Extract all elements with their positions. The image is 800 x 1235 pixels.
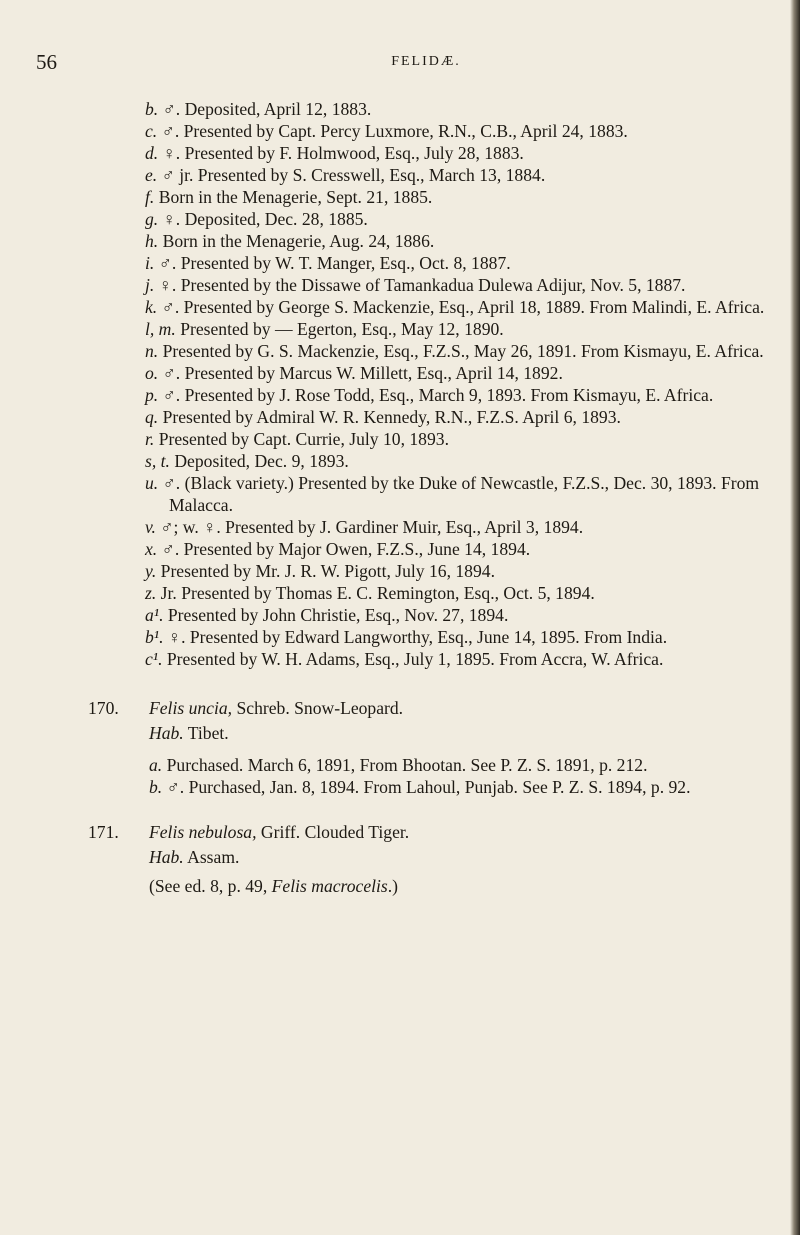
entry-text: Purchased. March 6, 1891, From Bhootan. See P. Z. S. 1891, p. 212. xyxy=(166,755,648,775)
list-item xyxy=(145,582,797,604)
entry-text: ♂. Deposited, April 12, 1883. xyxy=(162,99,372,119)
entry-letter: s, t. xyxy=(145,451,170,471)
entry-text: ♂. Purchased, Jan. 8, 1894. From Lahoul, Punjab. See P. Z. S. 1894, p. 92. xyxy=(166,777,691,797)
species-habitat xyxy=(149,845,768,870)
list-item xyxy=(145,208,797,230)
entry-text: Deposited, Dec. 9, 1893. xyxy=(174,451,349,471)
entry-text: ♀. Deposited, Dec. 28, 1885. xyxy=(162,209,368,229)
list-item xyxy=(145,516,797,538)
note-italic: Felis macrocelis xyxy=(271,876,388,896)
entry-text: ♀. Presented by the Dissawe of Tamankadua Dulewa Adijur, Nov. 5, 1887. xyxy=(158,275,686,295)
entry-letter: j. xyxy=(145,275,155,295)
list-item xyxy=(145,472,797,516)
entry-text: ♂. Presented by George S. Mackenzie, Esq., April 18, 1889. From Malindi, E. Africa. xyxy=(161,297,765,317)
habitat-label: Hab. xyxy=(149,723,184,743)
entry-letter: f. xyxy=(145,187,155,207)
entry-text: Presented by Mr. J. R. W. Pigott, July 16, 1894. xyxy=(160,561,495,581)
entry-text: Jr. Presented by Thomas E. C. Remington, Esq., Oct. 5, 1894. xyxy=(160,583,595,603)
species-authority: Griff. Clouded Tiger. xyxy=(256,822,410,842)
entry-text: Presented by Admiral W. R. Kennedy, R.N., F.Z.S. April 6, 1893. xyxy=(162,407,621,427)
list-item xyxy=(145,384,797,406)
species-entry-171 xyxy=(88,820,768,899)
entry-letter: i. xyxy=(145,253,155,273)
species-authority: Schreb. Snow-Leopard. xyxy=(232,698,404,718)
entry-letter: n. xyxy=(145,341,159,361)
list-item xyxy=(145,340,797,362)
entry-text: Presented by G. S. Mackenzie, Esq., F.Z.S., May 26, 1891. From Kismayu, E. Africa. xyxy=(162,341,764,361)
entry-text: Presented by W. H. Adams, Esq., July 1, 1895. From Accra, W. Africa. xyxy=(166,649,664,669)
entry-letter: g. xyxy=(145,209,159,229)
entry-text: ♂ jr. Presented by S. Cresswell, Esq., March 13, 1884. xyxy=(161,165,546,185)
list-item xyxy=(145,428,797,450)
list-item xyxy=(145,164,797,186)
running-head: FELIDÆ. xyxy=(391,54,461,69)
entry-letter: c¹. xyxy=(145,649,163,669)
entry-letter: a¹. xyxy=(145,605,164,625)
entry-letter: b¹. xyxy=(145,627,164,647)
habitat-text: Tibet. xyxy=(183,723,229,743)
list-item xyxy=(145,142,797,164)
entry-letter: b. xyxy=(145,99,159,119)
note-suffix: .) xyxy=(387,876,399,896)
species-number: 171. xyxy=(88,822,119,842)
entry-letter: z. xyxy=(145,583,157,603)
species-number: 170. xyxy=(88,698,119,718)
entry-letter: c. xyxy=(145,121,158,141)
habitat-text: Assam. xyxy=(183,847,240,867)
list-item xyxy=(145,252,797,274)
entry-text: ♀. Presented by F. Holmwood, Esq., July 28, 1883. xyxy=(162,143,524,163)
species-name: Felis nebulosa, xyxy=(149,822,257,842)
entry-letter: d. xyxy=(145,143,159,163)
list-item xyxy=(145,538,797,560)
entry-text: Born in the Menagerie, Sept. 21, 1885. xyxy=(158,187,433,207)
entry-text: ♂. Presented by Capt. Percy Luxmore, R.N., C.B., April 24, 1883. xyxy=(161,121,628,141)
species-note xyxy=(149,874,768,899)
list-item xyxy=(145,296,797,318)
list-item xyxy=(145,560,797,582)
list-item xyxy=(145,648,797,670)
entry-letter: q. xyxy=(145,407,159,427)
entry-letter: k. xyxy=(145,297,158,317)
list-item xyxy=(145,362,797,384)
entry-text: ♀. Presented by Edward Langworthy, Esq., June 14, 1895. From India. xyxy=(167,627,668,647)
list-item xyxy=(149,776,753,798)
list-item xyxy=(145,406,797,428)
entry-text: ♂. (Black variety.) Presented by tke Duke of Newcastle, F.Z.S., Dec. 30, 1893. From Malacca. xyxy=(162,473,760,515)
entry-text: Born in the Menagerie, Aug. 24, 1886. xyxy=(162,231,435,251)
entry-text: ♂. Presented by J. Rose Todd, Esq., March 9, 1893. From Kismayu, E. Africa. xyxy=(162,385,714,405)
entry-text: Presented by — Egerton, Esq., May 12, 1890. xyxy=(180,319,504,339)
entry-letter: a. xyxy=(149,755,163,775)
entry-letter: v. xyxy=(145,517,156,537)
list-item xyxy=(145,626,797,648)
page-header xyxy=(36,50,776,80)
list-item xyxy=(145,186,797,208)
entry-text: Presented by John Christie, Esq., Nov. 27, 1894. xyxy=(167,605,509,625)
list-item xyxy=(145,98,797,120)
entry-letter: y. xyxy=(145,561,157,581)
entry-letter: r. xyxy=(145,429,155,449)
entry-letter: e. xyxy=(145,165,158,185)
entries-list xyxy=(0,98,800,899)
species-habitat xyxy=(149,721,768,746)
list-item xyxy=(145,604,797,626)
page-edge-shadow xyxy=(790,0,800,1235)
entry-letter: o. xyxy=(145,363,159,383)
list-item xyxy=(145,274,797,296)
entry-letter: u. xyxy=(145,473,159,493)
entry-letter: p. xyxy=(145,385,159,405)
page-number: 56 xyxy=(36,50,57,74)
habitat-label: Hab. xyxy=(149,847,184,867)
list-item xyxy=(145,120,797,142)
entry-text: ♂; w. ♀. Presented by J. Gardiner Muir, Esq., April 3, 1894. xyxy=(160,517,584,537)
note-prefix: (See ed. 8, p. 49, xyxy=(149,876,272,896)
species-heading xyxy=(149,696,768,721)
list-item xyxy=(145,450,797,472)
list-item xyxy=(145,318,797,340)
entry-letter: l, m. xyxy=(145,319,176,339)
species-entry-170 xyxy=(88,696,768,798)
list-item xyxy=(145,230,797,252)
entry-text: ♂. Presented by Marcus W. Millett, Esq., April 14, 1892. xyxy=(162,363,563,383)
entry-text: Presented by Capt. Currie, July 10, 1893. xyxy=(158,429,449,449)
entry-text: ♂. Presented by W. T. Manger, Esq., Oct. 8, 1887. xyxy=(158,253,511,273)
species-heading xyxy=(149,820,768,845)
entry-text: ♂. Presented by Major Owen, F.Z.S., June 14, 1894. xyxy=(161,539,531,559)
entry-letter: b. xyxy=(149,777,163,797)
entry-letter: h. xyxy=(145,231,159,251)
entry-letter: x. xyxy=(145,539,158,559)
list-item xyxy=(149,754,753,776)
species-name: Felis uncia, xyxy=(149,698,233,718)
